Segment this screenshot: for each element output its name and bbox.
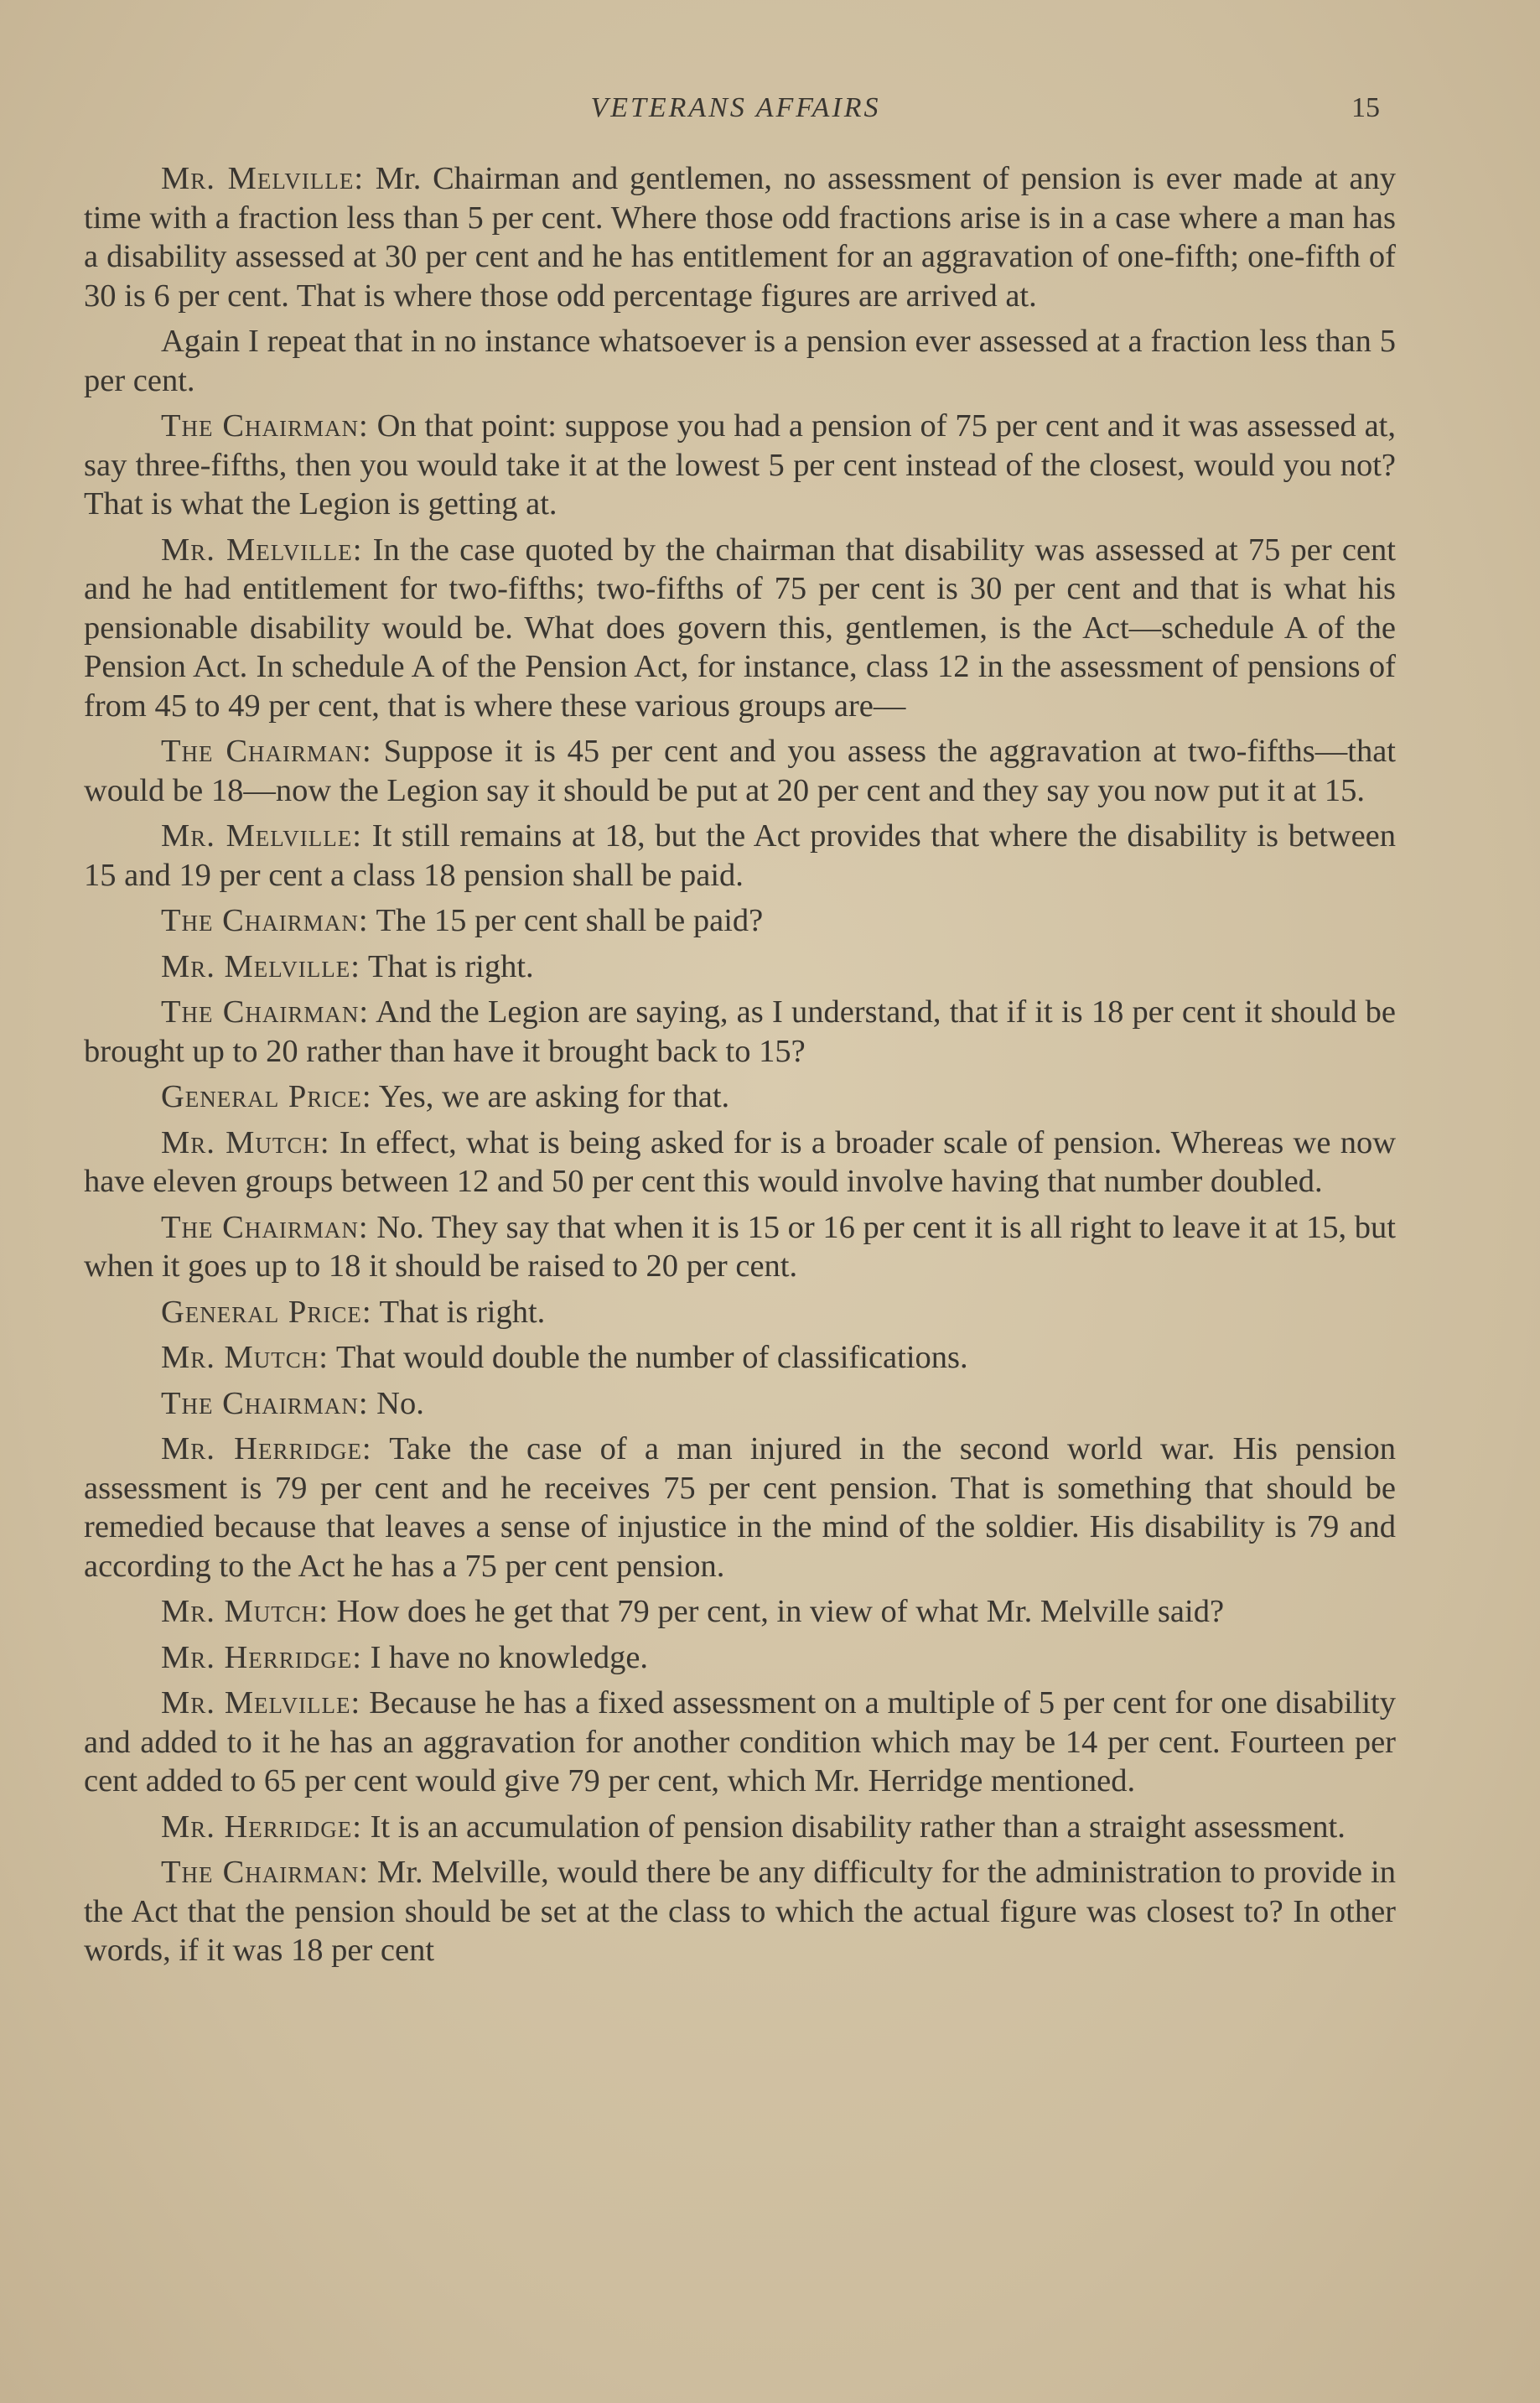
paragraph-text: Mr. Chairman and gentlemen, no assessment of pension is ever made at any time with a fraction less than 5 per cent. Where those odd fractions arise is in a case where a man has a disability assessed at 30 per cent and he has entitlement for an aggravation of one-fifth; one-fifth of 30 is 6 per cent. That is where those odd percentage figures are arrived at. <box>84 161 1396 314</box>
paragraph <box>84 901 1396 941</box>
paragraph <box>84 1808 1396 1847</box>
paragraph-text: That would double the number of classifications. <box>328 1340 968 1375</box>
speaker-label: General Price: <box>161 1294 372 1330</box>
transcript-body <box>84 159 1396 1977</box>
paragraph <box>84 159 1396 315</box>
speaker-label: Mr. Melville: <box>161 1685 361 1721</box>
paragraph-text: And the Legion are saying, as I understand, that if it is 18 per cent it should be brought up to 20 rather than have it brought back to 15? <box>84 994 1396 1069</box>
paragraph-text: I have no knowledge. <box>361 1639 649 1675</box>
paragraph-text: In effect, what is being asked for is a broader scale of pension. Whereas we now have eleven groups between 12 and 50 per cent this would involve having that number doubled. <box>84 1124 1397 1199</box>
speaker-label: Mr. Herridge: <box>161 1639 362 1675</box>
speaker-label: Mr. Herridge: <box>161 1809 362 1845</box>
speaker-label: The Chairman: <box>161 734 372 769</box>
paragraph-text: Mr. Melville, would there be any difficulty for the administration to provide in the Act that the pension should be set at the class to which the actual figure was closest to? In other words, if it was 18 per cent <box>84 1855 1397 1968</box>
paragraph-text: Again I repeat that in no instance whatsoever is a pension ever assessed at a fraction less than 5 per cent. <box>84 324 1396 398</box>
paragraph <box>84 531 1396 726</box>
paragraph-text: It still remains at 18, but the Act provides that where the disability is between 15 and 19 per cent a class 18 pension shall be paid. <box>84 818 1396 893</box>
speaker-label: Mr. Melville: <box>161 532 363 568</box>
running-head <box>0 87 1540 129</box>
paragraph-text: In the case quoted by the chairman that disability was assessed at 75 per cent and he had entitlement for two-fifths; two-fifths of 75 per cent is 30 per cent and that is what his pensionable disability would be. What does govern this, gentlemen, is the Act—schedule A of the Pension Act. In schedule A of the Pension Act, for instance, class 12 in the assessment of pensions of from 45 to 49 per cent, that is where these various groups are— <box>84 532 1396 724</box>
paragraph-text: Because he has a fixed assessment on a multiple of 5 per cent for one disability and added to it he has an aggravation for another condition which may be 14 per cent. Fourteen per cent added to 65 per cent would give 79 per cent, which Mr. Herridge mentioned. <box>84 1685 1396 1798</box>
paragraph <box>84 947 1396 987</box>
speaker-label: General Price: <box>161 1079 372 1114</box>
paragraph-text: Take the case of a man injured in the second world war. His pension assessment is 79 per cent and he receives 75 per cent pension. That is something that should be remedied because that leaves a sense of injustice in the mind of the soldier. His disability is 79 and according to the Act he has a 75 per cent pension. <box>84 1431 1397 1584</box>
paragraph <box>84 817 1396 895</box>
paragraph <box>84 1684 1396 1801</box>
speaker-label: The Chairman: <box>161 1209 369 1245</box>
paragraph <box>84 1430 1396 1586</box>
paragraph-text: How does he get that 79 per cent, in view of what Mr. Melville said? <box>328 1594 1225 1629</box>
running-head-title: VETERANS AFFAIRS <box>590 92 881 123</box>
paragraph <box>84 407 1396 524</box>
speaker-label: Mr. Mutch: <box>161 1594 329 1629</box>
paragraph <box>84 1293 1396 1332</box>
paragraph-text: That is right. <box>371 1294 546 1330</box>
speaker-label: Mr. Melville: <box>161 948 360 984</box>
speaker-label: The Chairman: <box>161 408 369 444</box>
speaker-label: The Chairman: <box>161 994 370 1030</box>
paragraph <box>84 1384 1396 1424</box>
speaker-label: Mr. Mutch: <box>161 1124 330 1160</box>
paragraph-text: Suppose it is 45 per cent and you assess the aggravation at two-fifths—that would be 18—now the Legion say it should be put at 20 per cent and they say you now put it at 15. <box>84 734 1397 808</box>
paragraph-text: Yes, we are asking for that. <box>371 1079 730 1114</box>
paragraph-text: The 15 per cent shall be paid? <box>368 903 764 938</box>
paragraph <box>84 1853 1396 1970</box>
paragraph <box>84 732 1396 810</box>
page-number: 15 <box>1351 92 1380 123</box>
paragraph <box>84 1592 1396 1632</box>
paragraph <box>84 322 1396 400</box>
paragraph-text: That is right. <box>360 948 534 984</box>
paragraph-text: It is an accumulation of pension disability rather than a straight assessment. <box>361 1809 1346 1845</box>
paragraph <box>84 1077 1396 1117</box>
paragraph-text: No. <box>368 1385 424 1421</box>
speaker-label: Mr. Melville: <box>161 818 362 854</box>
speaker-label: The Chairman: <box>161 903 369 938</box>
speaker-label: The Chairman: <box>161 1855 369 1890</box>
speaker-label: Mr. Herridge: <box>161 1431 372 1466</box>
speaker-label: The Chairman: <box>161 1385 369 1421</box>
speaker-label: Mr. Mutch: <box>161 1340 329 1375</box>
paragraph-text: On that point: suppose you had a pension of 75 per cent and it was assessed at, say three-fifths, then you would take it at the lowest 5 per cent instead of the closest, would you not? That is what the Legion is getting at. <box>84 408 1397 522</box>
paragraph <box>84 1208 1396 1286</box>
speaker-label: Mr. Melville: <box>161 161 365 196</box>
paragraph-text: No. They say that when it is 15 or 16 per cent it is all right to leave it at 15, but when it goes up to 18 it should be raised to 20 per cent. <box>84 1209 1397 1284</box>
paragraph <box>84 1638 1396 1678</box>
paragraph <box>84 1338 1396 1378</box>
paragraph <box>84 993 1396 1071</box>
paragraph <box>84 1124 1396 1202</box>
